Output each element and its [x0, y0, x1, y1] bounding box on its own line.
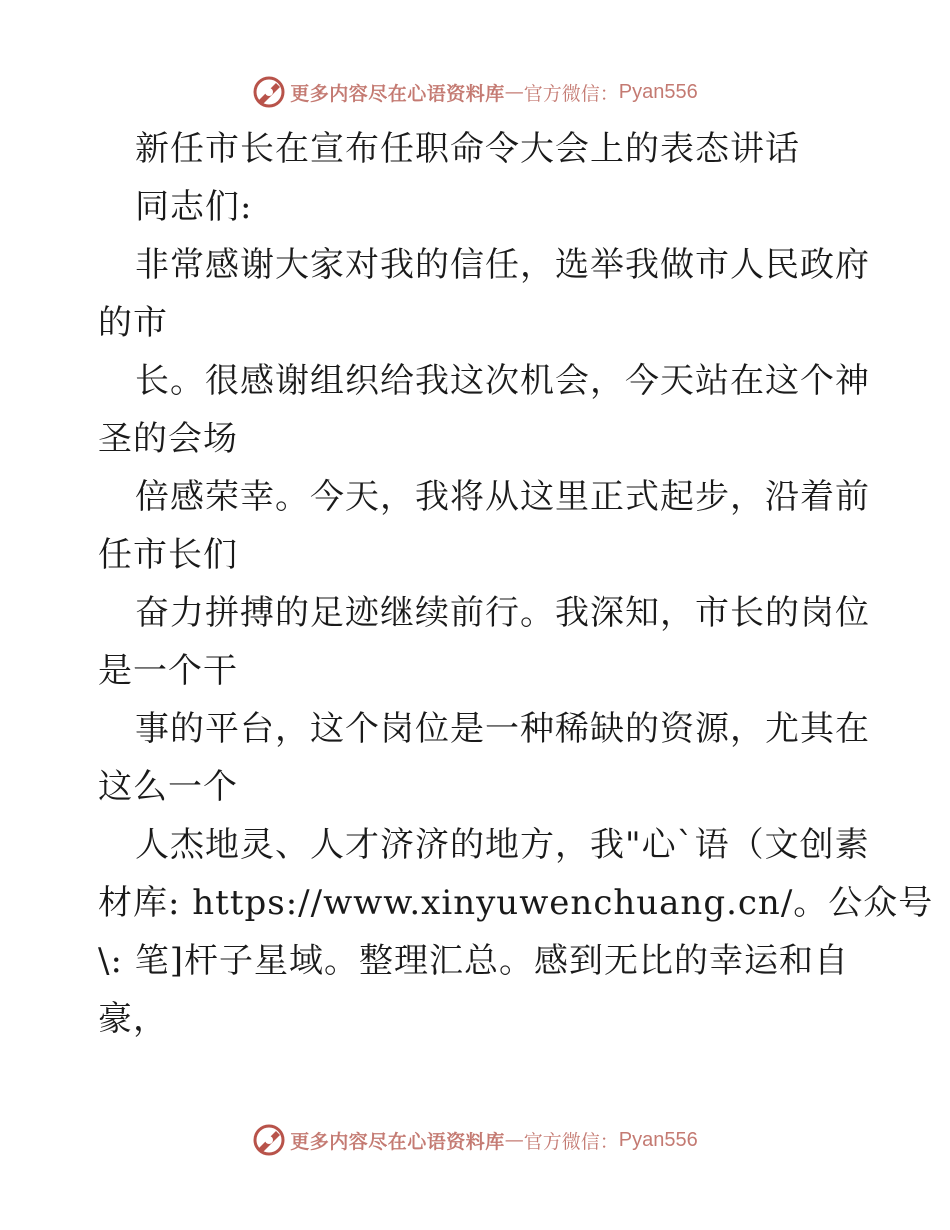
paragraph-line: 长。很感谢组织给我这次机会，今天站在这个神 — [135, 361, 870, 401]
salutation: 同志们: — [135, 187, 253, 227]
banner-separator: — — [504, 1129, 524, 1151]
paragraph-line: 这么一个 — [98, 767, 238, 807]
pen-logo-icon — [252, 75, 286, 109]
paragraph-line: 的市 — [98, 303, 168, 343]
paragraph-line: 事的平台，这个岗位是一种稀缺的资源，尤其在 — [135, 709, 870, 749]
doc-title: 新任市长在宣布任职命令大会上的表态讲话 — [135, 129, 800, 169]
banner-wechat-label: 官方微信： — [523, 1130, 619, 1153]
banner-title: 更多内容尽在心语资料库 — [290, 1130, 505, 1153]
paragraph-line: 倍感荣幸。今天，我将从这里正式起步，沿着前 — [135, 477, 870, 517]
paragraph-line: \: 笔]杆子星域。整理汇总。感到无比的幸运和自 — [98, 941, 849, 981]
banner-wechat-label: 官方微信： — [523, 82, 619, 105]
banner-separator: — — [504, 81, 524, 103]
paragraph-line: 奋力拼搏的足迹继续前行。我深知，市长的岗位 — [135, 593, 870, 633]
paragraph-line: 任市长们 — [98, 535, 238, 575]
paragraph-line: 材库: https://www.xinyuwenchuang.cn/。公众号 — [98, 883, 934, 923]
footer-banner — [0, 1120, 950, 1160]
banner-wechat-id: Pyan556 — [618, 1128, 698, 1151]
header-banner — [0, 72, 950, 112]
paragraph-line: 非常感谢大家对我的信任，选举我做市人民政府 — [135, 245, 870, 285]
banner-wechat-id: Pyan556 — [618, 80, 698, 103]
paragraph-line: 圣的会场 — [98, 419, 238, 459]
paragraph-line: 是一个干 — [98, 651, 238, 691]
document-body — [98, 120, 934, 1048]
pen-logo-icon — [252, 1123, 286, 1157]
banner-title: 更多内容尽在心语资料库 — [290, 82, 505, 105]
paragraph-line: 豪， — [98, 999, 168, 1039]
paragraph-line: 人杰地灵、人才济济的地方，我"心`语（文创素 — [135, 825, 870, 865]
